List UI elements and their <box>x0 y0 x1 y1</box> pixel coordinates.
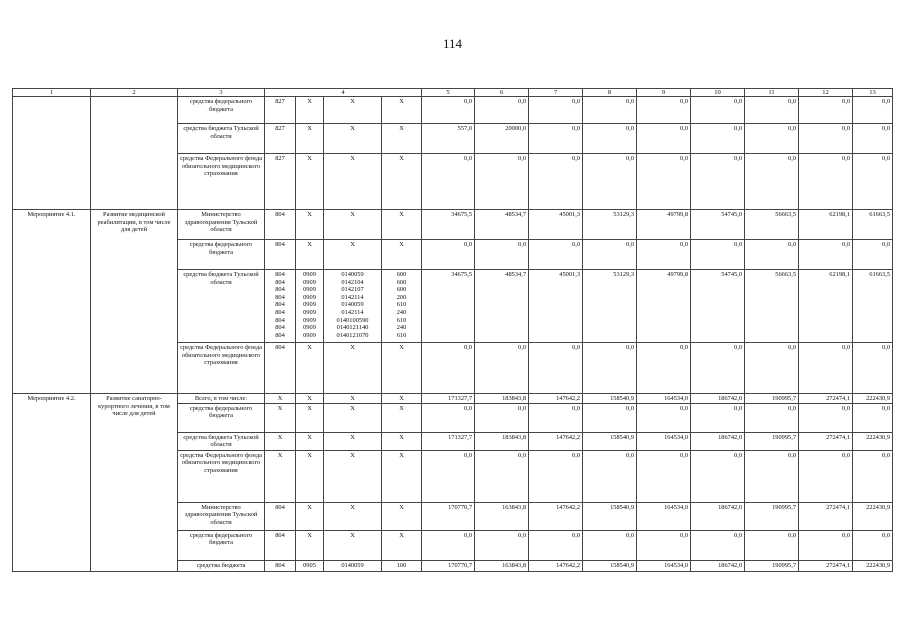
value-cell: 158540,9 <box>583 502 637 530</box>
col-header: 5 <box>422 89 475 97</box>
value-cell: 0,0 <box>583 450 637 502</box>
value-cell: 49799,8 <box>637 210 691 240</box>
code-type-cell: Х <box>382 403 422 432</box>
value-cell: 0,0 <box>529 154 583 210</box>
source-cell: средства бюджета Тульской области <box>178 124 265 154</box>
code-admin-cell: 804 <box>265 530 296 560</box>
code-type-cell: Х <box>382 450 422 502</box>
code-section-cell: Х <box>296 394 324 404</box>
value-cell: 48534,7 <box>475 210 529 240</box>
value-cell: 222430,9 <box>853 432 893 450</box>
code-article-cell: Х <box>324 394 382 404</box>
source-cell: Всего, в том числе: <box>178 394 265 404</box>
code-article-cell: Х <box>324 403 382 432</box>
value-cell: 0,0 <box>529 403 583 432</box>
code-admin-cell: Х <box>265 432 296 450</box>
value-cell: 0,0 <box>691 450 745 502</box>
source-cell: средства Федерального фонда обязательного медицинского страхования <box>178 450 265 502</box>
value-cell: 163843,8 <box>475 502 529 530</box>
source-cell: средства бюджета Тульской области <box>178 432 265 450</box>
value-cell: 0,0 <box>422 403 475 432</box>
value-cell: 54745,0 <box>691 210 745 240</box>
code-type-cell: Х <box>382 97 422 124</box>
code-type-cell: Х <box>382 210 422 240</box>
value-cell: 0,0 <box>422 343 475 394</box>
value-cell: 164534,0 <box>637 432 691 450</box>
code-section-cell: Х <box>296 432 324 450</box>
budget-table <box>12 88 893 572</box>
code-admin-cell: 804 <box>265 343 296 394</box>
value-cell: 0,0 <box>583 97 637 124</box>
value-cell: 0,0 <box>853 343 893 394</box>
code-section-cell: Х <box>296 210 324 240</box>
value-cell: 0,0 <box>691 97 745 124</box>
value-cell: 147642,2 <box>529 432 583 450</box>
value-cell: 0,0 <box>637 530 691 560</box>
value-cell: 0,0 <box>799 343 853 394</box>
code-type-cell: 600 600 600 200 610 240 610 240 610 <box>382 270 422 343</box>
value-cell: 0,0 <box>637 450 691 502</box>
event-cell: Мероприятие 4.2. <box>13 394 91 572</box>
value-cell: 190995,7 <box>745 394 799 404</box>
source-cell: Министерство здравоохранения Тульской области <box>178 502 265 530</box>
value-cell: 0,0 <box>475 343 529 394</box>
value-cell: 0,0 <box>422 97 475 124</box>
value-cell: 0,0 <box>637 343 691 394</box>
code-admin-cell: 804 <box>265 240 296 270</box>
code-type-cell: Х <box>382 530 422 560</box>
value-cell: 272474,1 <box>799 560 853 571</box>
value-cell: 0,0 <box>799 154 853 210</box>
value-cell: 164534,0 <box>637 560 691 571</box>
code-type-cell: 100 <box>382 560 422 571</box>
code-section-cell: 0905 <box>296 560 324 571</box>
source-cell: средства бюджета <box>178 560 265 571</box>
value-cell: 147642,2 <box>529 560 583 571</box>
source-cell: средства федерального бюджета <box>178 97 265 124</box>
value-cell: 0,0 <box>583 154 637 210</box>
value-cell: 0,0 <box>583 124 637 154</box>
value-cell: 0,0 <box>799 530 853 560</box>
value-cell: 0,0 <box>475 97 529 124</box>
code-section-cell: Х <box>296 403 324 432</box>
source-cell: средства федерального бюджета <box>178 240 265 270</box>
code-section-cell: Х <box>296 343 324 394</box>
value-cell: 0,0 <box>637 240 691 270</box>
value-cell: 164534,0 <box>637 394 691 404</box>
value-cell: 0,0 <box>691 343 745 394</box>
code-admin-cell: Х <box>265 403 296 432</box>
value-cell: 0,0 <box>583 403 637 432</box>
code-article-cell: Х <box>324 432 382 450</box>
value-cell: 0,0 <box>529 530 583 560</box>
value-cell: 171327,7 <box>422 394 475 404</box>
code-section-cell: Х <box>296 154 324 210</box>
col-header: 6 <box>475 89 529 97</box>
value-cell: 0,0 <box>529 450 583 502</box>
value-cell: 0,0 <box>637 124 691 154</box>
value-cell: 0,0 <box>529 240 583 270</box>
column-number-row <box>13 89 893 97</box>
value-cell: 222430,9 <box>853 560 893 571</box>
value-cell: 53129,3 <box>583 270 637 343</box>
source-cell: средства Федерального фонда обязательного медицинского страхования <box>178 154 265 210</box>
value-cell: 56663,5 <box>745 270 799 343</box>
value-cell: 183843,8 <box>475 394 529 404</box>
code-admin-cell: Х <box>265 394 296 404</box>
source-cell: средства федерального бюджета <box>178 530 265 560</box>
value-cell: 0,0 <box>853 450 893 502</box>
value-cell: 56663,5 <box>745 210 799 240</box>
code-section-cell: Х <box>296 240 324 270</box>
value-cell: 170770,7 <box>422 560 475 571</box>
value-cell: 0,0 <box>745 240 799 270</box>
value-cell: 0,0 <box>745 403 799 432</box>
value-cell: 53129,3 <box>583 210 637 240</box>
value-cell: 45001,3 <box>529 270 583 343</box>
value-cell: 0,0 <box>637 97 691 124</box>
table-row <box>13 394 893 404</box>
code-admin-cell: 827 <box>265 97 296 124</box>
value-cell: 158540,9 <box>583 432 637 450</box>
source-cell: средства Федерального фонда обязательного медицинского страхования <box>178 343 265 394</box>
value-cell: 0,0 <box>475 403 529 432</box>
value-cell: 20000,0 <box>475 124 529 154</box>
value-cell: 34675,5 <box>422 270 475 343</box>
col-header: 10 <box>691 89 745 97</box>
value-cell: 0,0 <box>799 124 853 154</box>
col-header: 13 <box>853 89 893 97</box>
event-cell <box>13 97 91 210</box>
code-admin-cell: 804 <box>265 560 296 571</box>
value-cell: 222430,9 <box>853 502 893 530</box>
code-type-cell: Х <box>382 154 422 210</box>
value-cell: 0,0 <box>475 154 529 210</box>
value-cell: 0,0 <box>475 530 529 560</box>
col-header: 3 <box>178 89 265 97</box>
value-cell: 190995,7 <box>745 432 799 450</box>
table-body <box>13 89 893 572</box>
code-admin-cell: 827 <box>265 154 296 210</box>
code-admin-cell: 827 <box>265 124 296 154</box>
code-admin-cell: 804 <box>265 502 296 530</box>
value-cell: 158540,9 <box>583 394 637 404</box>
col-header: 12 <box>799 89 853 97</box>
table-row <box>13 97 893 124</box>
value-cell: 272474,1 <box>799 394 853 404</box>
code-article-cell: Х <box>324 530 382 560</box>
value-cell: 0,0 <box>529 343 583 394</box>
value-cell: 183843,8 <box>475 432 529 450</box>
value-cell: 164534,0 <box>637 502 691 530</box>
col-header: 4 <box>265 89 422 97</box>
code-article-cell: Х <box>324 343 382 394</box>
code-type-cell: Х <box>382 394 422 404</box>
value-cell: 0,0 <box>422 450 475 502</box>
code-type-cell: Х <box>382 240 422 270</box>
code-article-cell: Х <box>324 124 382 154</box>
value-cell: 186742,0 <box>691 432 745 450</box>
value-cell: 0,0 <box>853 154 893 210</box>
event-cell: Мероприятие 4.1. <box>13 210 91 394</box>
value-cell: 0,0 <box>799 97 853 124</box>
code-article-cell: Х <box>324 240 382 270</box>
col-header: 1 <box>13 89 91 97</box>
code-section-cell: Х <box>296 530 324 560</box>
value-cell: 0,0 <box>691 530 745 560</box>
value-cell: 171327,7 <box>422 432 475 450</box>
value-cell: 0,0 <box>853 403 893 432</box>
code-section-cell: Х <box>296 97 324 124</box>
value-cell: 272474,1 <box>799 432 853 450</box>
value-cell: 163843,8 <box>475 560 529 571</box>
value-cell: 0,0 <box>853 530 893 560</box>
value-cell: 0,0 <box>637 403 691 432</box>
code-admin-cell: 804 804 804 804 804 804 804 804 804 <box>265 270 296 343</box>
value-cell: 0,0 <box>475 240 529 270</box>
value-cell: 0,0 <box>529 97 583 124</box>
value-cell: 0,0 <box>745 530 799 560</box>
code-admin-cell: Х <box>265 450 296 502</box>
value-cell: 0,0 <box>422 154 475 210</box>
code-type-cell: Х <box>382 343 422 394</box>
code-section-cell: 0909 0909 0909 0909 0909 0909 0909 0909 0909 <box>296 270 324 343</box>
value-cell: 34675,5 <box>422 210 475 240</box>
code-type-cell: Х <box>382 502 422 530</box>
value-cell: 147642,2 <box>529 394 583 404</box>
value-cell: 0,0 <box>691 240 745 270</box>
table-row <box>13 210 893 240</box>
value-cell: 170770,7 <box>422 502 475 530</box>
value-cell: 0,0 <box>745 154 799 210</box>
code-article-cell: Х <box>324 154 382 210</box>
value-cell: 48534,7 <box>475 270 529 343</box>
value-cell: 190995,7 <box>745 502 799 530</box>
value-cell: 0,0 <box>745 124 799 154</box>
description-cell <box>91 97 178 210</box>
value-cell: 0,0 <box>529 124 583 154</box>
value-cell: 0,0 <box>475 450 529 502</box>
value-cell: 62198,1 <box>799 270 853 343</box>
value-cell: 0,0 <box>422 240 475 270</box>
value-cell: 186742,0 <box>691 502 745 530</box>
col-header: 9 <box>637 89 691 97</box>
value-cell: 0,0 <box>583 240 637 270</box>
value-cell: 0,0 <box>745 343 799 394</box>
value-cell: 62198,1 <box>799 210 853 240</box>
value-cell: 186742,0 <box>691 560 745 571</box>
value-cell: 0,0 <box>691 403 745 432</box>
code-article-cell: Х <box>324 450 382 502</box>
value-cell: 45001,3 <box>529 210 583 240</box>
col-header: 7 <box>529 89 583 97</box>
value-cell: 272474,1 <box>799 502 853 530</box>
code-article-cell: 0140059 0142104 0142107 0142114 0140059 0142114 0140100590 0140121140 0140121070 <box>324 270 382 343</box>
value-cell: 190995,7 <box>745 560 799 571</box>
col-header: 2 <box>91 89 178 97</box>
source-cell: средства бюджета Тульской области <box>178 270 265 343</box>
value-cell: 0,0 <box>422 530 475 560</box>
description-cell: Развитие медицинской реабилитации, в том числе для детей <box>91 210 178 394</box>
code-article-cell: 0140059 <box>324 560 382 571</box>
value-cell: 0,0 <box>745 450 799 502</box>
value-cell: 0,0 <box>853 124 893 154</box>
value-cell: 0,0 <box>583 530 637 560</box>
page-number: 114 <box>442 36 463 51</box>
value-cell: 0,0 <box>691 124 745 154</box>
value-cell: 0,0 <box>799 450 853 502</box>
value-cell: 0,0 <box>745 97 799 124</box>
value-cell: 186742,0 <box>691 394 745 404</box>
value-cell: 147642,2 <box>529 502 583 530</box>
value-cell: 61663,5 <box>853 210 893 240</box>
value-cell: 49799,8 <box>637 270 691 343</box>
value-cell: 54745,0 <box>691 270 745 343</box>
code-type-cell: Х <box>382 124 422 154</box>
value-cell: 0,0 <box>583 343 637 394</box>
value-cell: 0,0 <box>853 240 893 270</box>
col-header: 8 <box>583 89 637 97</box>
source-cell: средства федерального бюджета <box>178 403 265 432</box>
value-cell: 0,0 <box>799 403 853 432</box>
source-cell: Министерство здравоохранения Тульской области <box>178 210 265 240</box>
value-cell: 222430,9 <box>853 394 893 404</box>
value-cell: 0,0 <box>691 154 745 210</box>
code-article-cell: Х <box>324 502 382 530</box>
value-cell: 158540,9 <box>583 560 637 571</box>
code-section-cell: Х <box>296 502 324 530</box>
value-cell: 0,0 <box>853 97 893 124</box>
value-cell: 0,0 <box>799 240 853 270</box>
col-header: 11 <box>745 89 799 97</box>
code-type-cell: Х <box>382 432 422 450</box>
code-section-cell: Х <box>296 124 324 154</box>
description-cell: Развитие санаторно-курортного лечения, в том числе для детей <box>91 394 178 572</box>
code-section-cell: Х <box>296 450 324 502</box>
code-article-cell: Х <box>324 97 382 124</box>
value-cell: 0,0 <box>637 154 691 210</box>
code-article-cell: Х <box>324 210 382 240</box>
code-admin-cell: 804 <box>265 210 296 240</box>
value-cell: 557,0 <box>422 124 475 154</box>
value-cell: 61663,5 <box>853 270 893 343</box>
